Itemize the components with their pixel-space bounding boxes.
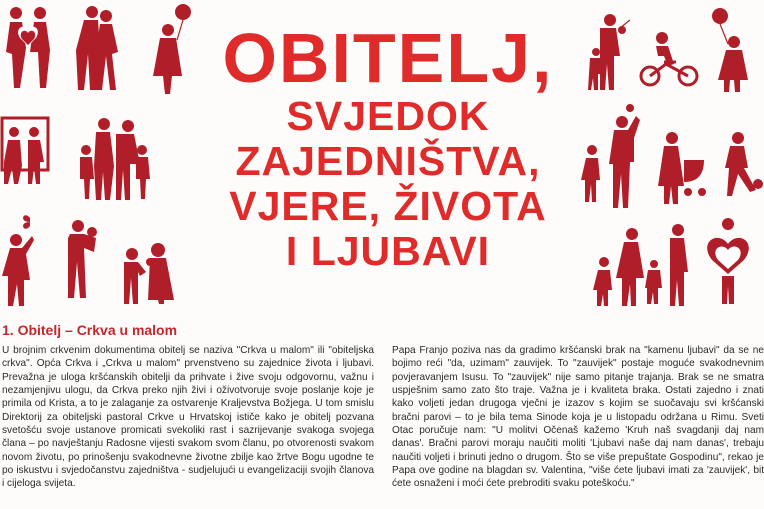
couple-flower-icon	[124, 243, 174, 304]
section-heading: 1. Obitelj – Crkva u malom	[2, 322, 178, 338]
child-heart-icon	[707, 218, 749, 304]
children-family-icon	[588, 14, 630, 90]
text-column-left	[2, 344, 374, 491]
title-line-2: SVJEDOK	[286, 93, 490, 139]
left-family-icons	[0, 0, 200, 318]
title-line-4: VJERE, ŽIVOTA	[229, 183, 547, 229]
ball-kick-icon	[725, 132, 763, 196]
girl-balloon-icon	[712, 8, 748, 92]
woman-balloon-icon	[153, 4, 191, 94]
page-title	[188, 19, 588, 274]
father-child-icon	[68, 220, 97, 298]
child-bicycle-icon	[641, 32, 697, 85]
paragraph: Papa Franjo poziva nas da gradimo kršćanski brak na "kamenu ljubavi" da se ne bojimo reći "da, uzimam" zauvijek. To "zauvijek" postaje moguće svakodnevnim povjeravanjem Isusu. To "zauvijek" nije samo pitanje trajanja. Brak se ne smatra uspješnim samo zato što traje. Važna je i kvaliteta braka. Ostati zajedno i znati kako voljeti jedan drugoga vječni je izazov s kojim se suočavaju svi kršćanski bračni parovi – to je bila tema Sinode koja je u listopadu održana u Rimu. Sveti Otac poručuje nam: "U molitvi Očenaš kažemo 'Kruh naš svagdanji daj nam danas'. Bračni parovi moraju naučiti moliti 'Ljubavi naše daj nam danas', trebaju naučiti voljeti i brinuti jedno o drugom. Što se više prepuštate Gospodinu", rekao je Papa ove godine na blagdan sv. Valentina, "više ćete ljubavi imati za 'zauvijek', bit ćete osnaženi i moći ćete prebroditi svaku poteškoću."	[392, 345, 764, 490]
family-playing-icon	[581, 104, 640, 208]
title-line-5: I LJUBAVI	[285, 228, 491, 274]
couple-hug-icon	[76, 6, 118, 90]
man-butterfly-icon	[2, 215, 34, 306]
text-column-right	[392, 344, 764, 491]
paragraph: U brojnim crkvenim dokumentima obitelj se naziva "Crkva u malom" ili "obiteljska crkva". Opća Crkva i „Crkva u malom" prvenstveno su zajednice života i ljubavi. Prevažna je uloga kršćanskih obitelji da prihvate i žive svoju odgovornu, važnu i nezamjenjivu ulogu, da Crkva preko njih živi i oživotvoruje svoje poslanje koje je primila od Krista, a to je zalaganje za ostvarenje Kraljevstva Božjega. U tom smislu Direktorij za obiteljski pastoral Crkve u Hrvatskoj ističe kako je obitelj pozvana svetošću svoje ustanove promicati svekoliki rast i sazrijevanje svakoga svojega člana – po navještanju Radosne vijesti svakom svom članu, po otvorenosti svakom novom životu, po prinošenju svakodnevne životne zbilje kao žrtve Bogu ugodne te po iskustvu i svjedočanstvu zajedništva - sudjelujući u evangelizaciji svojih članova i cijeloga svijeta.	[2, 345, 374, 490]
title-line-3: ZAJEDNIŠTVA,	[235, 138, 541, 184]
right-family-icons	[580, 0, 764, 318]
title-line-1: OBITELJ,	[222, 19, 554, 97]
couple-frame-icon	[2, 118, 48, 184]
family-four-icon	[80, 118, 150, 200]
woman-stroller-icon	[658, 132, 706, 204]
couple-heart-icon	[6, 7, 50, 88]
family-walk-icon	[593, 224, 688, 306]
